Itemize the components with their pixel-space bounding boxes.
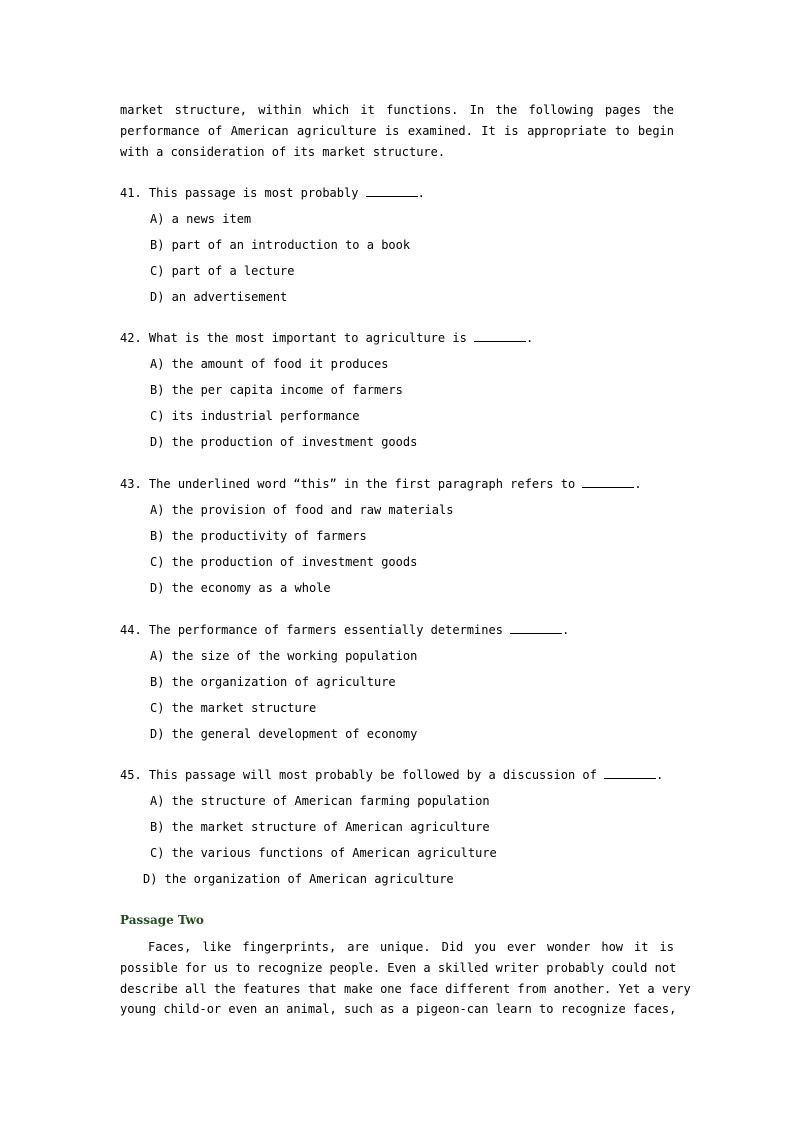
passage-two-heading: Passage Two	[120, 913, 204, 927]
option-43-a: A) the provision of food and raw materials	[150, 503, 454, 517]
question-number: 44.	[120, 623, 142, 637]
option-42-a: A) the amount of food it produces	[150, 357, 389, 371]
question-stem-end: .	[634, 477, 642, 491]
answer-blank	[510, 622, 562, 634]
passage-two-text	[120, 937, 691, 1020]
answer-blank	[474, 330, 526, 342]
passage-two-line-1: Faces, like fingerprints, are unique. Did you ever wonder how it is	[148, 940, 674, 954]
option-44-a: A) the size of the working population	[150, 649, 418, 663]
answer-blank	[582, 476, 634, 488]
intro-line-2: performance of American agriculture is examined. It is appropriate to begin	[120, 123, 674, 138]
question-stem: What is the most important to agriculture is	[148, 331, 467, 345]
intro-passage	[120, 100, 674, 162]
option-45-d: D) the organization of American agriculture	[143, 872, 454, 886]
option-41-a: A) a news item	[150, 212, 252, 226]
question-stem-end: .	[562, 623, 570, 637]
question-number: 45.	[120, 768, 142, 782]
passage-two-line-3: describe all the features that make one face different from another. Yet a very	[120, 981, 691, 996]
option-42-d: D) the production of investment goods	[150, 435, 418, 449]
question-stem: This passage will most probably be followed by a discussion of	[148, 768, 597, 782]
intro-line-1: market structure, within which it functions. In the following pages the	[120, 103, 674, 117]
option-45-c: C) the various functions of American agriculture	[150, 846, 497, 860]
question-number: 43.	[120, 477, 142, 491]
question-42	[120, 330, 533, 346]
question-stem-end: .	[656, 768, 664, 782]
option-43-d: D) the economy as a whole	[150, 581, 331, 595]
question-stem: This passage is most probably	[148, 186, 359, 200]
question-stem-end: .	[417, 186, 425, 200]
answer-blank	[366, 185, 418, 197]
question-stem: The underlined word “this” in the first paragraph refers to	[148, 477, 576, 491]
question-45	[120, 767, 663, 783]
passage-two-line-2: possible for us to recognize people. Even a skilled writer probably could not	[120, 960, 677, 975]
option-45-a: A) the structure of American farming population	[150, 794, 490, 808]
option-41-d: D) an advertisement	[150, 290, 288, 304]
option-45-b: B) the market structure of American agriculture	[150, 820, 490, 834]
option-42-c: C) its industrial performance	[150, 409, 360, 423]
question-stem-end: .	[526, 331, 534, 345]
answer-blank	[604, 767, 656, 779]
option-41-c: C) part of a lecture	[150, 264, 295, 278]
question-43	[120, 476, 642, 492]
question-stem: The performance of farmers essentially determines	[148, 623, 503, 637]
option-42-b: B) the per capita income of farmers	[150, 383, 403, 397]
option-44-d: D) the general development of economy	[150, 727, 418, 741]
question-44	[120, 622, 569, 638]
question-number: 41.	[120, 186, 142, 200]
option-43-c: C) the production of investment goods	[150, 555, 418, 569]
question-number: 42.	[120, 331, 142, 345]
option-44-c: C) the market structure	[150, 701, 317, 715]
option-43-b: B) the productivity of farmers	[150, 529, 367, 543]
option-41-b: B) part of an introduction to a book	[150, 238, 411, 252]
option-44-b: B) the organization of agriculture	[150, 675, 396, 689]
question-41	[120, 185, 425, 201]
intro-line-3: with a consideration of its market structure.	[120, 144, 446, 159]
passage-two-line-4: young child-or even an animal, such as a pigeon-can learn to recognize faces,	[120, 1002, 677, 1017]
